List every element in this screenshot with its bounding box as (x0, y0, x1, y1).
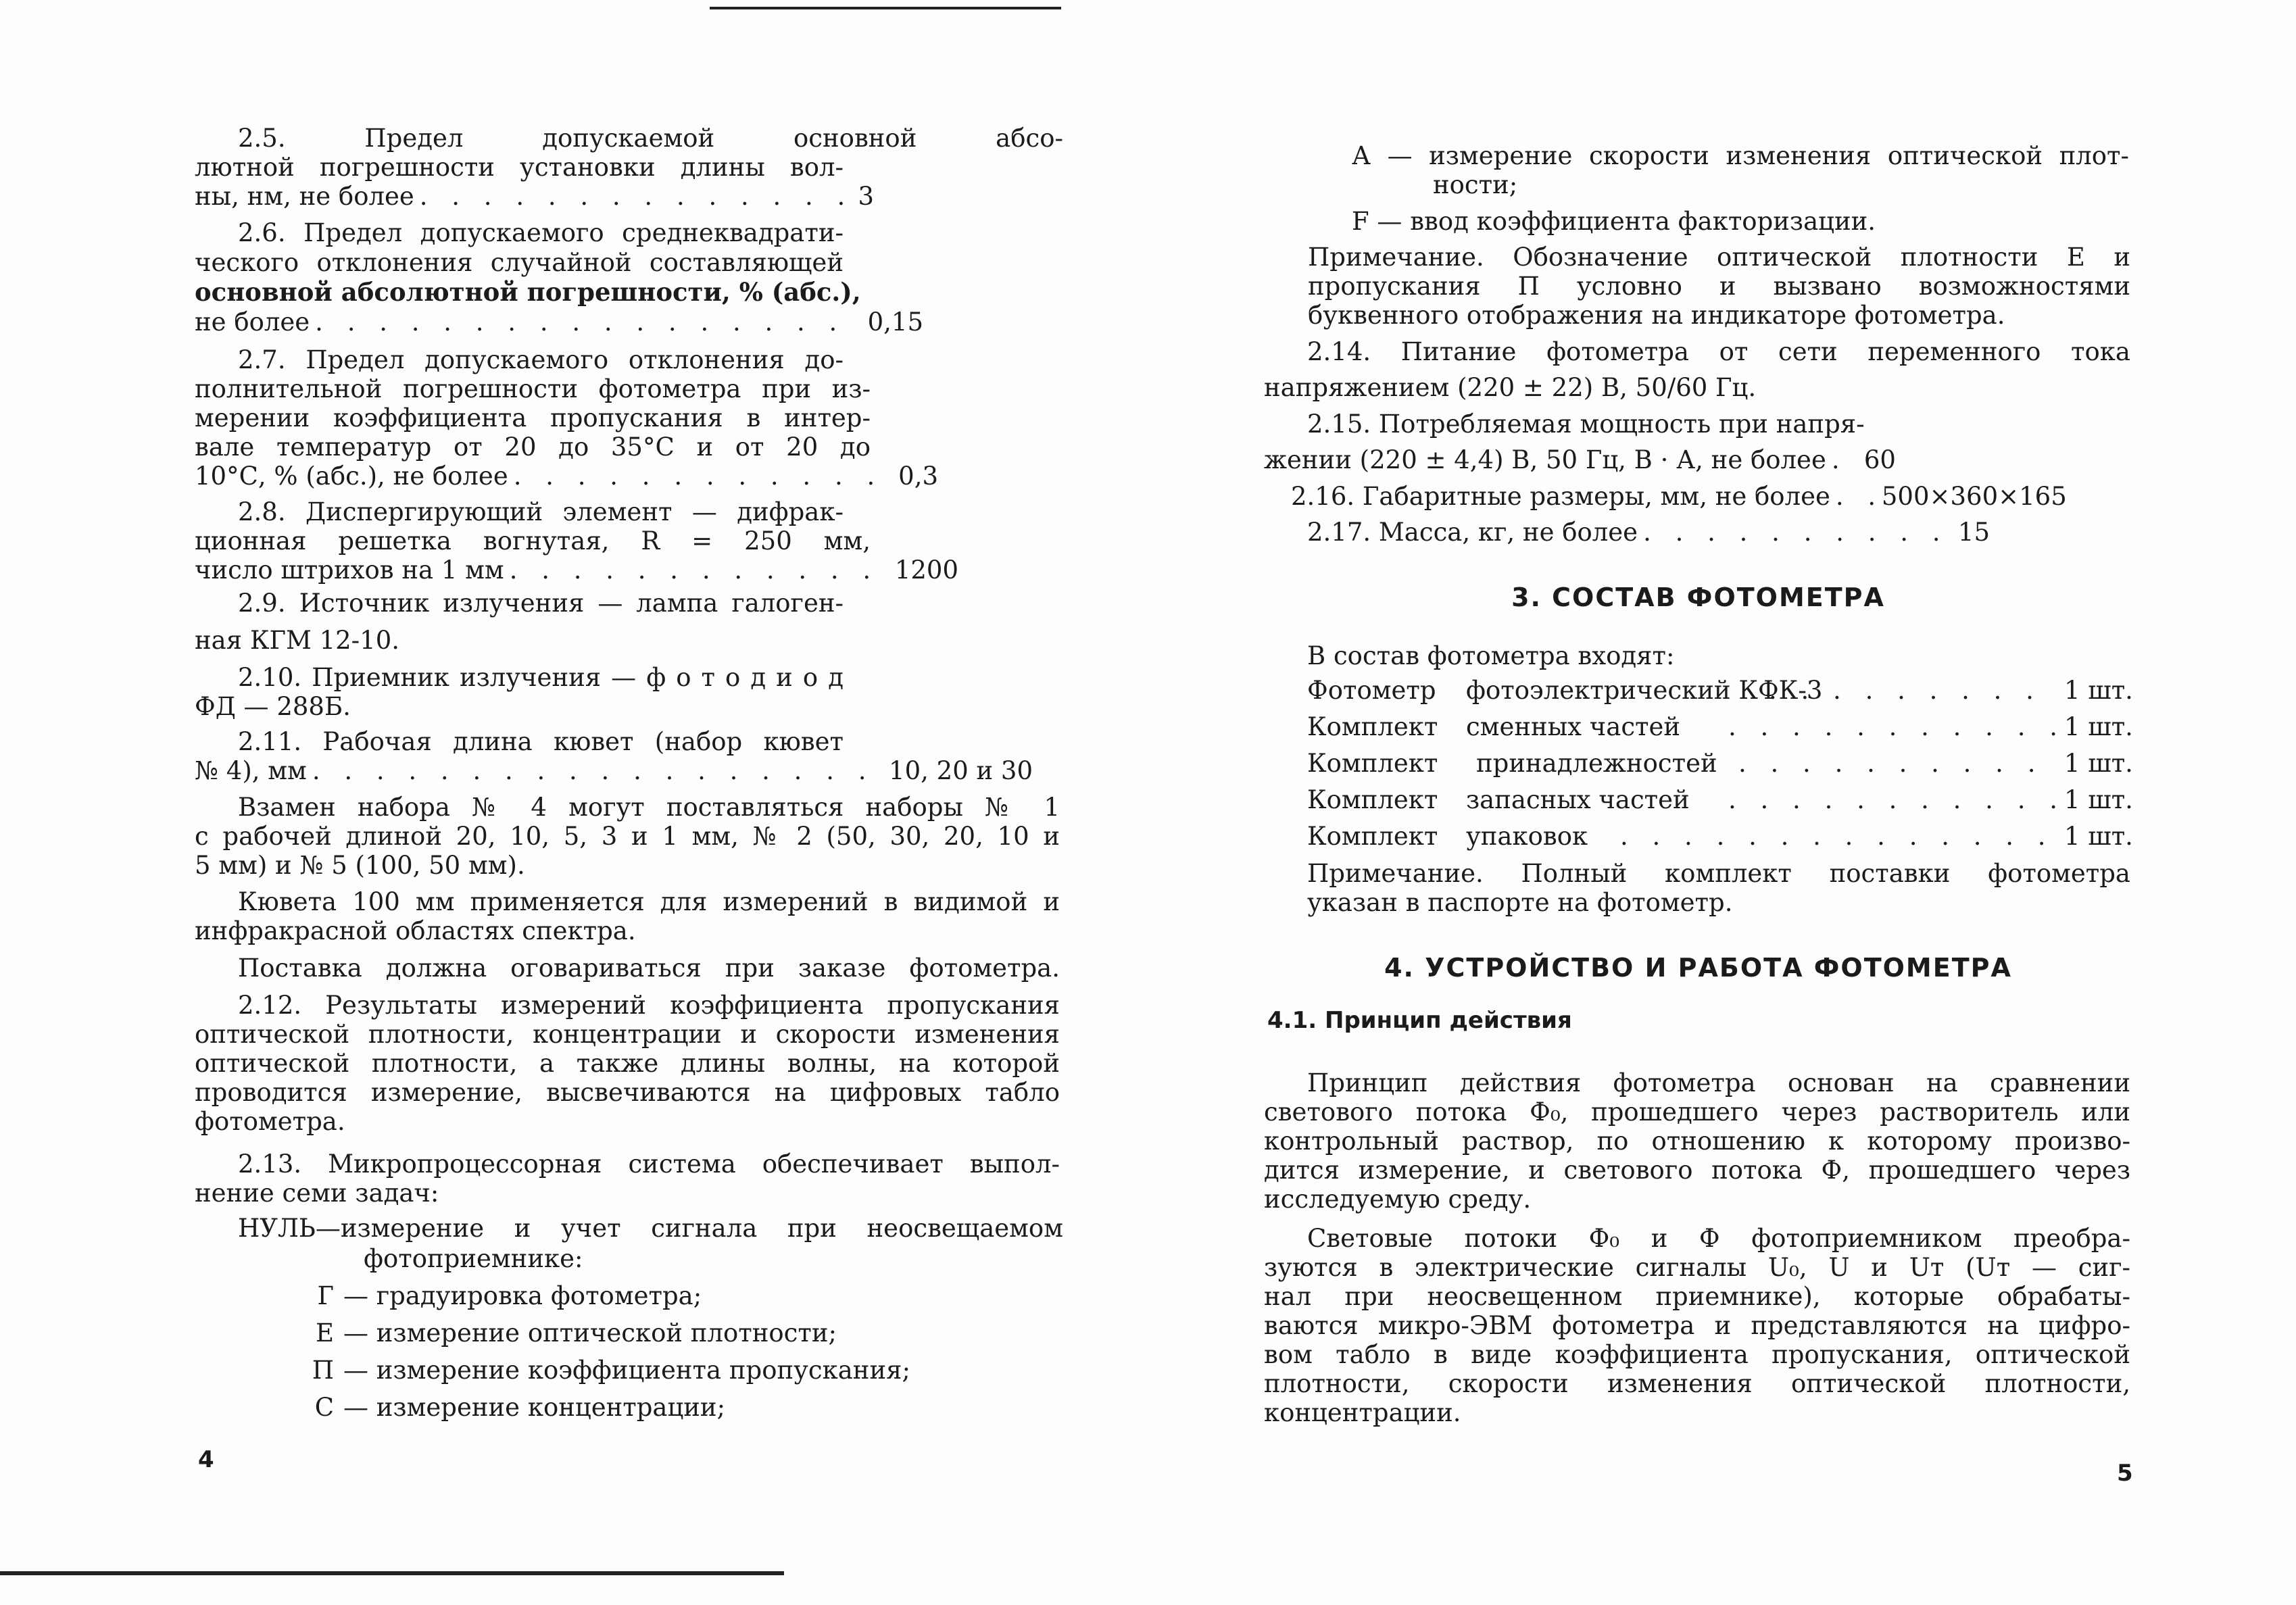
p2-17-label: 2.17. Масса, кг, не более (1307, 518, 1638, 547)
p2-8-line2: ционная решетка вогнутая, R = 250 мм, (195, 526, 871, 555)
p2-6-line3: основной абсолютной погрешности, % (абс.), (195, 277, 861, 307)
p2-7-label: 10°С, % (абс.), не более (195, 462, 508, 491)
p2-6-line1: 2.6. Предел допускаемого среднеквадрати- (238, 218, 844, 247)
top-scan-line (710, 7, 1061, 9)
task-c (195, 1392, 1063, 1423)
p2-16-line (1291, 481, 2136, 512)
p2-5-line2: лютной погрешности установки длины вол- (195, 153, 844, 182)
comp-desc: принадлежностей (1476, 749, 1717, 778)
p2-16-label: 2.16. Габаритные размеры, мм, не более (1291, 482, 1830, 511)
flows-line3: нал при неосвещенном приемнике), которые обрабаты- (1264, 1282, 2130, 1311)
principle-line1: Принцип действия фотометра основан на сравнении (1307, 1068, 2130, 1097)
p2-14-line2: напряжением (220 ± 22) В, 50/60 Гц. (1264, 373, 1757, 402)
p2-11-line1: 2.11. Рабочая длина кювет (набор кювет (238, 727, 844, 756)
task-text: — градуировка фотометра; (343, 1281, 702, 1310)
p2-9-line2: ная КГМ 12-10. (195, 626, 400, 655)
p2-5-label: ны, нм, не более (195, 182, 414, 211)
p2-15-value: 60 (1863, 445, 1896, 474)
supply-line: Поставка должна оговариваться при заказе фотометра. (238, 954, 1060, 983)
p2-7-value: 0,3 (898, 462, 938, 491)
p2-17-line (1307, 517, 1990, 547)
task-text: — измерение оптической плотности; (343, 1318, 837, 1348)
note1-line1: Примечание. Обозначение оптической плотности Е и (1308, 243, 2130, 272)
task-key: Г (317, 1281, 334, 1310)
task-text: —измерение и учет сигнала при неосвещаемом (315, 1214, 1063, 1243)
task-text: — измерение концентрации; (343, 1393, 726, 1422)
p2-10-line1: 2.10. Приемник излучения — ф о т о д и о д (238, 663, 844, 692)
section3-intro: В состав фотометра входят: (1307, 641, 1675, 670)
comp-qty: 1 шт. (2064, 749, 2133, 778)
p2-7-line4: вале температур от 20 до 35°С и от 20 до (195, 433, 871, 462)
comp-name: Комплект (1307, 822, 1438, 851)
flows-line1: Световые потоки Ф₀ и Ф фотоприемником преобра- (1307, 1224, 2130, 1253)
p2-12-line4: проводится измерение, высвечиваются на цифровых табло (195, 1078, 1060, 1107)
note2-line2: указан в паспорте на фотометр. (1307, 888, 1733, 917)
note1-line2: пропускания П условно и вызвано возможностями (1308, 272, 2130, 301)
p2-7-line1: 2.7. Предел допускаемого отклонения до- (238, 345, 844, 374)
p2-5-line3 (195, 181, 874, 212)
p2-8-value: 1200 (894, 555, 958, 585)
instead-line1: Взамен набора № 4 могут поставляться наборы № 1 (238, 793, 1060, 822)
flows-line7: концентрации. (1264, 1398, 1461, 1427)
composition-row (1307, 745, 2132, 782)
flows-line4: ваются микро-ЭВМ фотометра и представляются на цифро- (1264, 1311, 2130, 1340)
comp-desc: фотоэлектрический КФК-3 (1466, 676, 1823, 705)
task-a-line1: А — измерение скорости изменения оптической плот- (1352, 141, 2129, 170)
p2-17-value: 15 (1957, 518, 1990, 547)
principle-line5: исследуемую среду. (1264, 1185, 1532, 1214)
p2-15-label: жении (220 ± 4,4) В, 50 Гц, В · А, не более (1264, 445, 1826, 474)
p2-11-line2 (195, 756, 1033, 786)
p2-12-line5: фотометра. (195, 1107, 345, 1136)
p2-7-line5 (195, 461, 938, 491)
flows-line5: вом табло в виде коэффициента пропускания, оптической (1264, 1340, 2130, 1369)
p2-15-line1: 2.15. Потребляемая мощность при напря- (1307, 410, 1865, 439)
p2-8-line1: 2.8. Диспергирующий элемент — дифрак- (238, 497, 844, 526)
section4-1-title: 4.1. Принцип действия (1267, 1007, 1572, 1034)
task-text: — измерение коэффициента пропускания; (343, 1356, 910, 1385)
principle-line2: светового потока Ф₀, прошедшего через растворитель или (1264, 1097, 2130, 1127)
p2-16-value: 500×360×165 (1881, 482, 2067, 511)
page-number-right: 5 (2117, 1460, 2133, 1487)
composition-row (1307, 709, 2132, 745)
task-list (195, 1213, 1063, 1423)
p2-13-line2: нение семи задач: (195, 1179, 439, 1208)
bottom-scan-line (0, 1571, 784, 1575)
comp-desc: сменных частей (1466, 712, 1681, 741)
p2-10-line2: ФД — 288Б. (195, 692, 351, 721)
composition-list (1307, 672, 2132, 855)
comp-name: Комплект (1307, 785, 1438, 814)
p2-7-line2: полнительной погрешности фотометра при из- (195, 374, 871, 403)
comp-qty: 1 шт. (2064, 676, 2133, 705)
task-key: НУЛЬ (238, 1214, 316, 1243)
page-number-left: 4 (198, 1446, 214, 1473)
task-e (195, 1318, 1063, 1348)
comp-desc: упаковок (1466, 822, 1588, 851)
p2-7-line3: мерении коэффициента пропускания в интер- (195, 403, 871, 433)
p2-12-line1: 2.12. Результаты измерений коэффициента пропускания (238, 991, 1060, 1020)
section3-title: 3. СОСТАВ ФОТОМЕТРА (1511, 583, 1885, 612)
p2-12-line3: оптической плотности, а также длины волны, на которой (195, 1049, 1060, 1078)
task-p (195, 1355, 1063, 1385)
comp-name: Комплект (1307, 712, 1438, 741)
p2-9-line1: 2.9. Источник излучения — лампа галоген- (238, 589, 844, 618)
task-text: фотоприемнике: (364, 1244, 583, 1273)
task-key: С (314, 1393, 334, 1422)
comp-qty: 1 шт. (2064, 785, 2133, 814)
p2-6-label: не более (195, 307, 310, 337)
flows-line6: плотности, скорости изменения оптической плотности, (1264, 1369, 2130, 1398)
p2-8-label: число штрихов на 1 мм (195, 555, 504, 585)
flows-line2: зуются в электрические сигналы U₀, U и Uт (Uт — сиг- (1264, 1253, 2130, 1282)
section4-title: 4. УСТРОЙСТВО И РАБОТА ФОТОМЕТРА (1384, 953, 2012, 983)
p2-15-line2 (1264, 445, 1947, 475)
task-key: Е (315, 1318, 334, 1348)
p2-5-value: 3 (858, 182, 874, 211)
task-a-line2: ности; (1433, 170, 1518, 199)
p2-11-value: 10, 20 и 30 (889, 756, 1033, 785)
p2-6-value: 0,15 (867, 307, 923, 337)
p2-6-line2: ческого отклонения случайной составляющей (195, 248, 844, 277)
task-key: П (312, 1356, 334, 1385)
comp-name: Фотометр (1307, 676, 1436, 705)
note1-line3: буквенного отображения на индикаторе фотометра. (1308, 301, 2005, 330)
comp-qty: 1 шт. (2064, 822, 2133, 851)
composition-row (1307, 672, 2132, 709)
p2-8-line3 (195, 555, 958, 585)
instead-line3: 5 мм) и № 5 (100, 50 мм). (195, 851, 525, 880)
task-f-line: F — ввод коэффициента факторизации. (1352, 207, 1876, 236)
p2-6-line4 (195, 307, 923, 337)
comp-qty: 1 шт. (2064, 712, 2133, 741)
p2-14-line1: 2.14. Питание фотометра от сети переменного тока (1307, 337, 2130, 366)
instead-line2: с рабочей длиной 20, 10, 5, 3 и 1 мм, № 2 (50, 30, 20, 10 и (195, 822, 1060, 851)
note2-line1: Примечание. Полный комплект поставки фотометра (1307, 859, 2130, 888)
p2-12-line2: оптической плотности, концентрации и скорости изменения (195, 1020, 1060, 1049)
comp-name: Комплект (1307, 749, 1438, 778)
p2-5-line1: 2.5. Предел допускаемой основной абсо- (238, 124, 1063, 153)
p2-13-line1: 2.13. Микропроцессорная система обеспечивает выпол- (238, 1150, 1060, 1179)
p2-11-label: № 4), мм (195, 756, 307, 785)
comp-desc: запасных частей (1466, 785, 1690, 814)
task-null-cont (195, 1243, 1063, 1274)
principle-line3: контрольный раствор, по отношению к которому произво- (1264, 1127, 2130, 1156)
task-g (195, 1281, 1063, 1311)
cuvette-line2: инфракрасной областях спектра. (195, 916, 636, 945)
composition-row (1307, 782, 2132, 818)
composition-row (1307, 818, 2132, 855)
principle-line4: дится измерение, и светового потока Ф, прошедшего через (1264, 1156, 2130, 1185)
cuvette-line1: Кювета 100 мм применяется для измерений в видимой и (238, 887, 1060, 916)
task-null (195, 1213, 1063, 1243)
